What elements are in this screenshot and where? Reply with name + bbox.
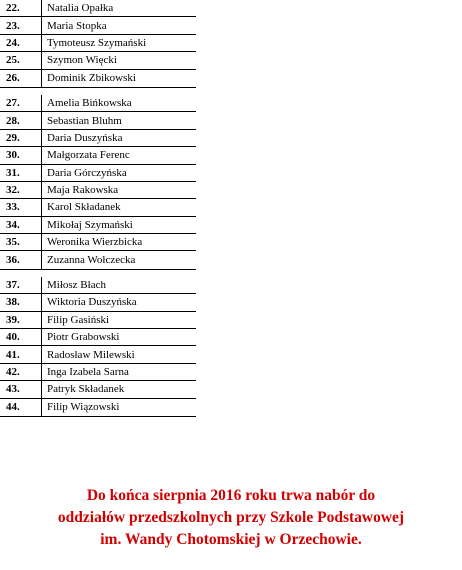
row-number: 38.	[6, 296, 20, 309]
list-row	[0, 346, 196, 363]
list-row	[0, 217, 196, 234]
list-row	[0, 312, 196, 329]
list-row	[0, 399, 196, 416]
row-name: Daria Duszyńska	[47, 131, 123, 144]
row-number: 27.	[6, 97, 20, 110]
enrollment-notice	[0, 485, 462, 551]
list-row	[0, 277, 196, 294]
list-row	[0, 234, 196, 251]
row-number: 24.	[6, 36, 20, 49]
row-number: 23.	[6, 19, 20, 32]
row-name: Daria Górczyńska	[47, 166, 127, 179]
row-number: 34.	[6, 218, 20, 231]
list-row	[0, 364, 196, 381]
list-row	[0, 251, 196, 268]
row-number: 36.	[6, 254, 20, 267]
list-row	[0, 165, 196, 182]
list-row	[0, 95, 196, 112]
list-row	[0, 70, 196, 87]
row-number: 28.	[6, 114, 20, 127]
row-name: Wiktoria Duszyńska	[47, 296, 137, 309]
row-number: 35.	[6, 236, 20, 249]
list-row	[0, 0, 196, 17]
list-row	[0, 147, 196, 164]
row-number: 43.	[6, 383, 20, 396]
notice-line-1: Do końca sierpnia 2016 roku trwa nabór do	[86, 487, 376, 504]
name-list	[0, 0, 196, 424]
row-name: Patryk Składanek	[47, 383, 125, 396]
list-row	[0, 329, 196, 346]
row-name: Weronika Wierzbicka	[47, 236, 143, 249]
row-name: Mikołaj Szymański	[47, 218, 133, 231]
row-name: Maja Rakowska	[47, 184, 119, 197]
list-row	[0, 130, 196, 147]
list-row	[0, 199, 196, 216]
list-row	[0, 112, 196, 129]
row-name: Karol Składanek	[47, 201, 121, 214]
row-name: Inga Izabela Sarna	[47, 366, 129, 378]
row-number: 37.	[6, 279, 20, 292]
row-name: Amelia Bińkowska	[47, 97, 132, 110]
row-name: Tymoteusz Szymański	[47, 36, 147, 49]
row-name: Dominik Zbikowski	[47, 72, 136, 85]
list-row	[0, 294, 196, 311]
list-row	[0, 182, 196, 199]
list-group-3	[0, 277, 196, 417]
row-number: 41.	[6, 348, 20, 361]
row-name: Radosław Milewski	[47, 348, 135, 361]
row-number: 26.	[6, 72, 20, 85]
row-number: 42.	[6, 366, 20, 378]
list-group-2	[0, 95, 196, 270]
row-number: 22.	[6, 2, 20, 15]
row-name: Natalia Opałka	[47, 2, 114, 15]
notice-line-2: oddziałów przedszkolnych przy Szkole Podstawowej	[57, 509, 405, 526]
list-row	[0, 17, 196, 34]
list-row	[0, 381, 196, 398]
row-name: Filip Gasiński	[47, 313, 110, 326]
row-name: Zuzanna Wołczecka	[47, 254, 136, 267]
list-row	[0, 52, 196, 69]
list-group-1	[0, 0, 196, 88]
row-number: 33.	[6, 201, 20, 214]
row-name: Szymon Więcki	[47, 54, 117, 67]
row-name: Miłosz Błach	[47, 279, 106, 292]
notice-line-3: im. Wandy Chotomskiej w Orzechowie.	[100, 531, 362, 548]
row-number: 40.	[6, 331, 20, 344]
row-name: Sebastian Bluhm	[47, 114, 122, 127]
row-name: Filip Wiązowski	[47, 401, 120, 414]
row-number: 30.	[6, 149, 20, 162]
list-row	[0, 35, 196, 52]
row-number: 32.	[6, 184, 20, 197]
row-number: 29.	[6, 131, 20, 144]
row-number: 39.	[6, 313, 20, 326]
row-number: 31.	[6, 166, 20, 179]
row-number: 44.	[6, 401, 20, 414]
row-name: Małgorzata Ferenc	[47, 149, 130, 162]
row-name: Piotr Grabowski	[47, 331, 120, 344]
row-number: 25.	[6, 54, 20, 67]
row-name: Maria Stopka	[47, 19, 107, 32]
